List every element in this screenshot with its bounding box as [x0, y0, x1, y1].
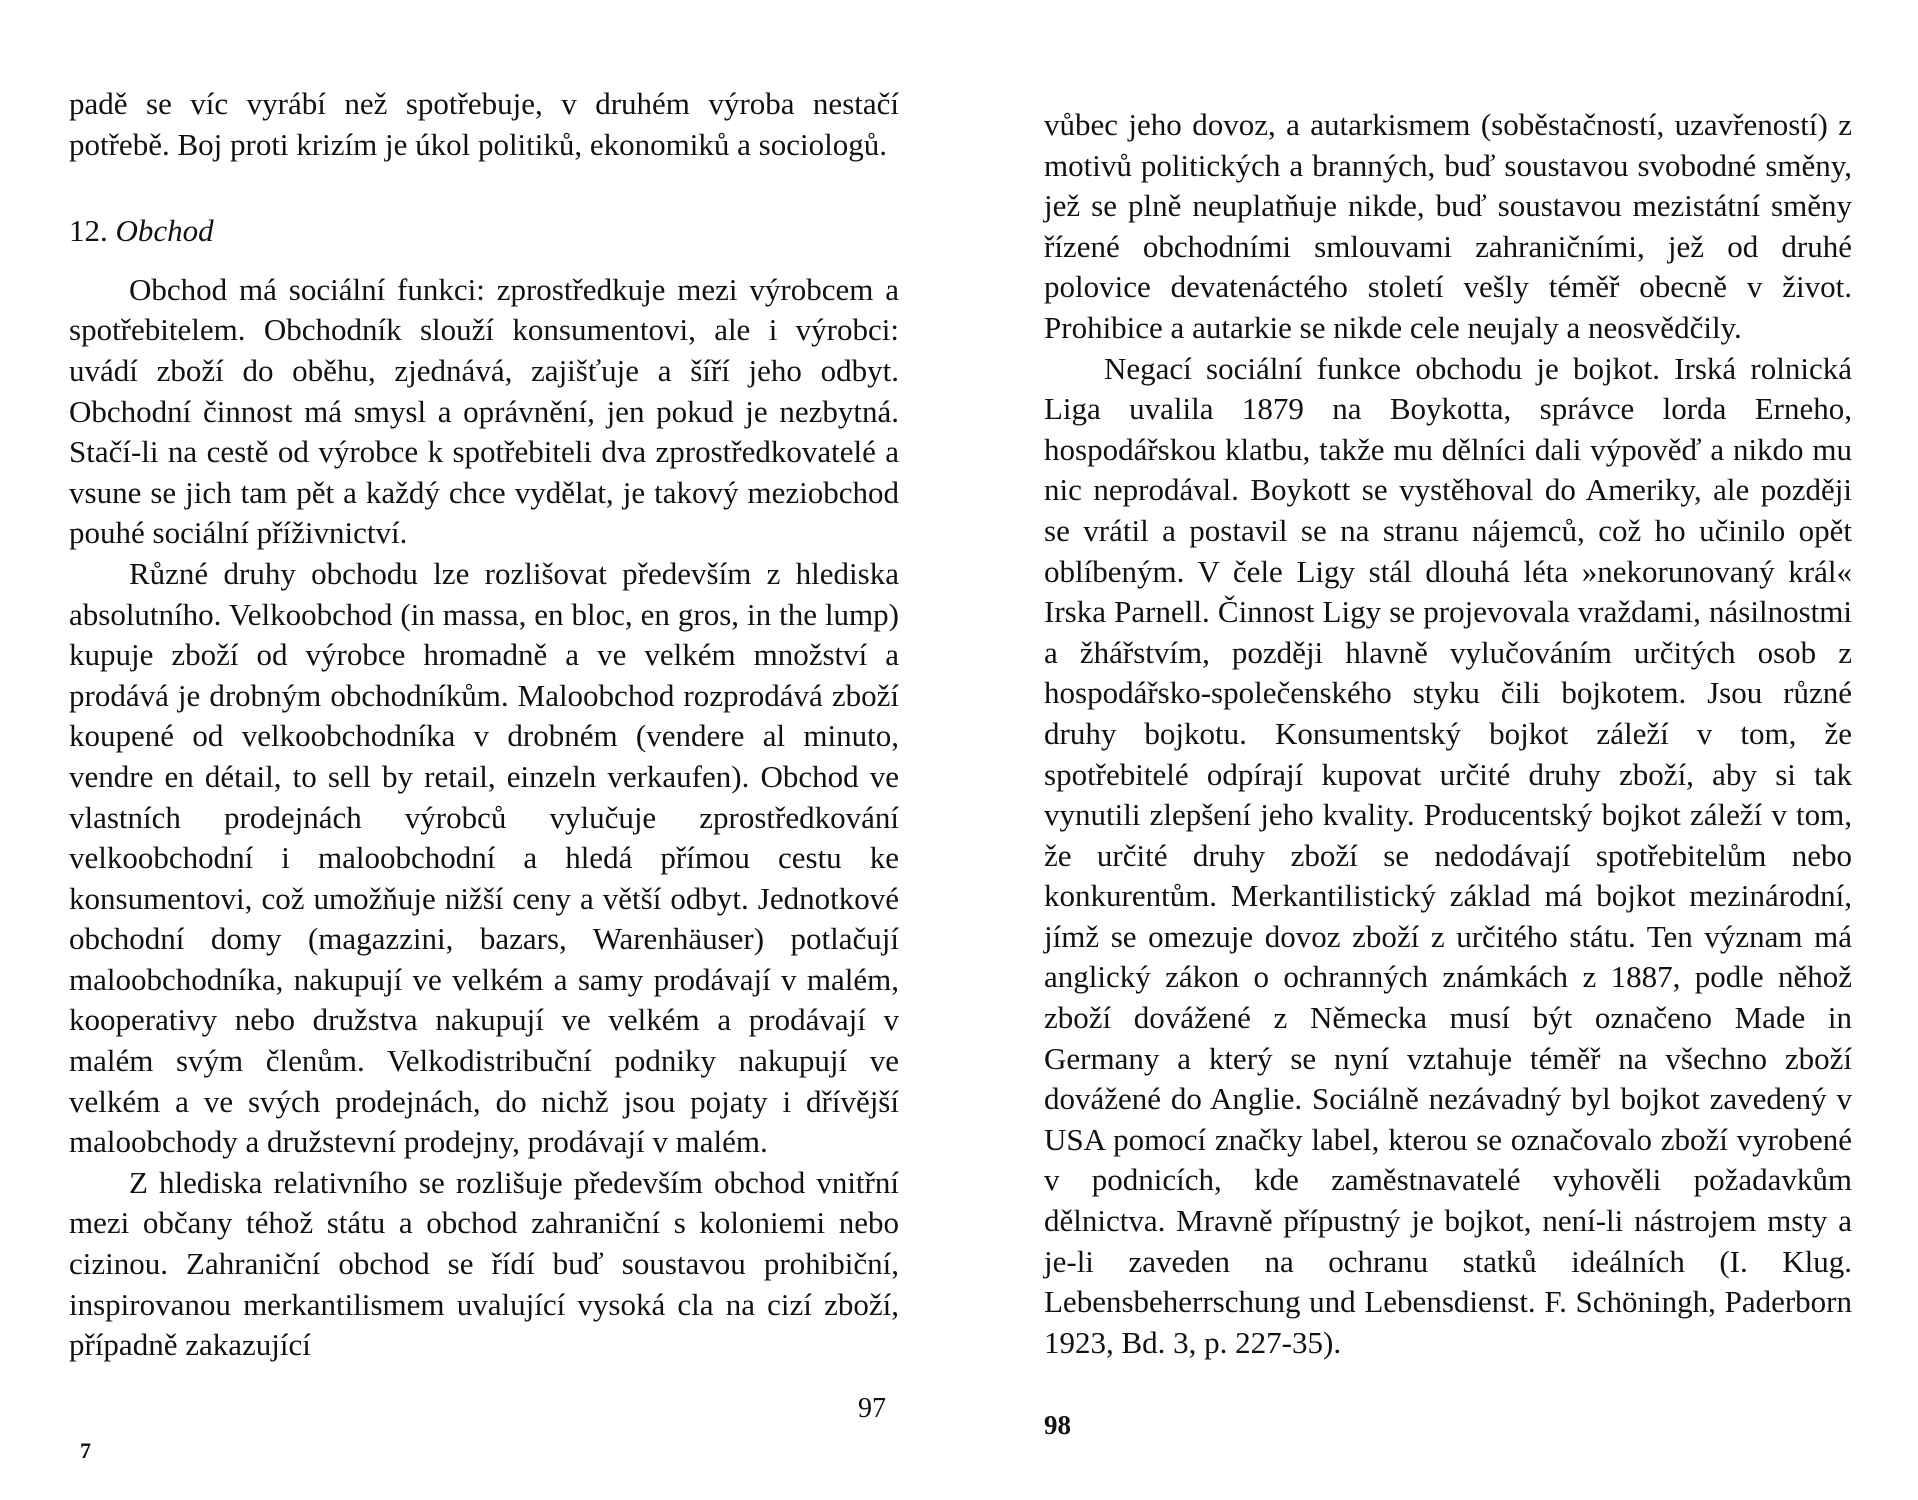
right-page: [959, 0, 1918, 1500]
left-text-column: [69, 84, 899, 1366]
paragraph-kinds-of-trade: Různé druhy obchodu lze rozlišovat především z hlediska absolutního. Velkoobchod (in massa, en bloc, en gros, in the lump) kupuje zboží od výrobce hromadně a ve velkém množství a prodává je drobným obchodníkům. Maloobchod rozprodává zboží koupené od velkoobchodníka v drobném (vendere al minuto, vendre en détail, to sell by retail, einzeln verkaufen). Obchod ve vlastních prodejnách výrobců vylučuje zprostředkování velkoobchodní i maloobchodní a hledá přímou cestu ke konsumentovi, což umožňuje nižší ceny a větší odbyt. Jednotkové obchodní domy (magazzini, bazars, Warenhäuser) potlačují maloobchodníka, nakupují ve velkém a samy prodávají v malém, kooperativy nebo družstva nakupují ve velkém a prodávají v malém svým členům. Velkodistribuční podniky nakupují ve velkém a ve svých prodejnách, do nichž jsou pojaty i dřívější maloobchody a družstevní prodejny, prodávají v malém.: [69, 555, 899, 1160]
section-heading: [69, 211, 899, 252]
paragraph-relative-trade: Z hlediska relativního se rozlišuje především obchod vnitřní mezi občany téhož státu a obchod zahraniční s koloniemi nebo cizinou. Zahraniční obchod se řídí buď soustavou prohibiční, inspirovanou merkantilismem uvalující vysoká cla na cizí zboží, případně zakazující: [69, 1164, 899, 1363]
section-number: 12.: [69, 213, 108, 249]
section-title: Obchod: [115, 213, 214, 249]
boycott-paragraph: Negací sociální funkce obchodu je bojkot. Irská rolnická Liga uvalila 1879 na Boykotta, správce lorda Erneho, hospodářskou klatbu, takže mu dělníci dali výpověď a nikdo mu nic neprodával. Boykott se vystěhoval do Ameriky, ale později se vrátil a postavil se na stranu nájemců, což ho učinilo opět oblíbeným. V čele Ligy stál dlouhá léta »nekorunovaný král« Irska Parnell. Činnost Ligy se projevovala vraždami, násilnostmi a žhářstvím, později hlavně vylučováním určitých osob z hospodářsko-společenského styku čili bojkotem. Jsou různé druhy bojkotu. Konsumentský bojkot záleží v tom, že spotřebitelé odpírají kupovat určité druhy zboží, aby si tak vynutili zlepšení jeho kvality. Producentský bojkot záleží v tom, že určité druhy zboží se nedodávají spotřebitelům nebo konkurentům. Merkantilistický základ má bojkot mezinárodní, jímž se omezuje dovoz zboží z určitého státu. Ten význam má anglický zákon o ochranných známkách z 1887, podle něhož zboží dovážené z Německa musí být označeno Made in Germany a který se nyní vztahuje téměř na všechno zboží dovážené do Anglie. Sociálně nezávadný byl bojkot zavedený v USA pomocí značky label, kterou se označovalo zboží vyrobené v podnicích, kde zaměstnavatelé vyhověli požadavkům dělnictva. Mravně přípustný je bojkot, není-li nástrojem msty a je-li zaveden na ochranu statků ideálních (I. Klug. Lebensbeherrschung und Lebensdienst. F. Schöningh, Paderborn 1923, Bd. 3, p. 227-35).: [1044, 350, 1852, 1360]
page-number: 97: [858, 1393, 886, 1424]
signature-mark: 7: [80, 1438, 91, 1463]
page-number: 98: [1044, 1410, 1071, 1440]
paragraph-social-function: Obchod má sociální funkci: zprostředkuje mezi výrobcem a spotřebitelem. Obchodník slouží konsumentovi, ale i výrobci: uvádí zboží do oběhu, zjednává, zajišťuje a šíří jeho odbyt. Obchodní činnost má smysl a oprávnění, jen pokud je nezbytná. Stačí-li na cestě od výrobce k spotřebiteli dva zprostředkovatelé a vsune se jich tam pět a každý chce vydělat, je takový meziobchod pouhé sociální příživnictví.: [69, 271, 899, 551]
right-text-column: [1044, 105, 1852, 1363]
opening-paragraph: padě se víc vyrábí než spotřebuje, v druhém výroba nestačí potřebě. Boj proti krizím je úkol politiků, ekonomiků a sociologů.: [69, 86, 899, 162]
continuation-paragraph: vůbec jeho dovoz, a autarkismem (soběstačností, uzavřeností) z motivů politických a branných, buď soustavou svobodné směny, jež se plně neuplatňuje nikde, buď soustavou mezistátní směny řízené obchodními smlouvami zahraničními, jež od druhé polovice devatenáctého století vešly téměř obecně v život. Prohibice a autarkie se nikde cele neujaly a neosvědčily.: [1044, 107, 1852, 345]
